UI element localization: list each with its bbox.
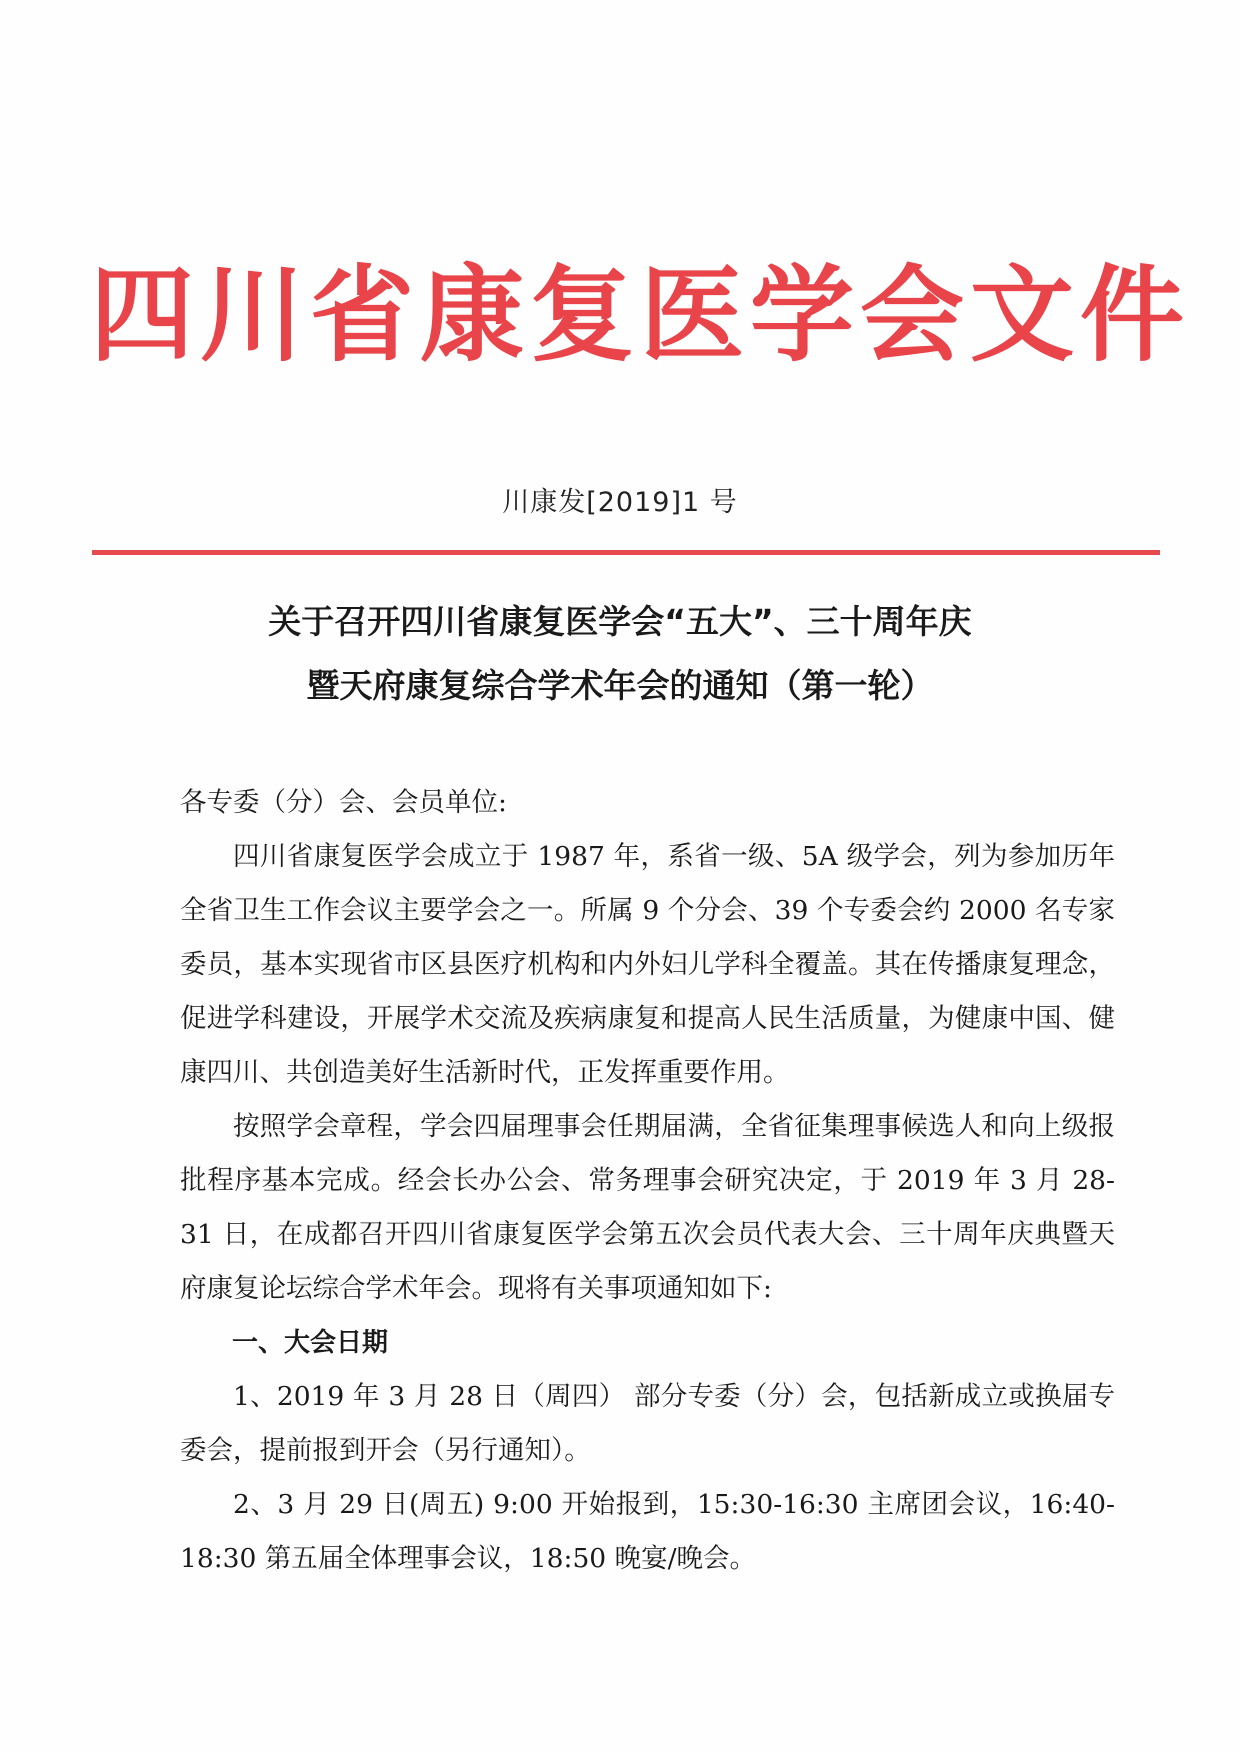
paragraph-intro: 四川省康复医学会成立于 1987 年，系省一级、5A 级学会，列为参加历年全省卫生工作会议主要学会之一。所属 9 个分会、39 个专委会约 2000 名专家委员，基本实现省市区县医疗机构和内外妇儿学科全覆盖。其在传播康复理念，促进学科建设，开展学术交流及疾病康复和提高人民生活质量，为健康中国、健康四川、共创造美好生活新时代，正发挥重要作用。 [180,841,1115,1088]
section-heading-meeting-dates: 一、大会日期 [232,1328,389,1358]
paragraph-meeting-decision: 按照学会章程，学会四届理事会任期届满，全省征集理事候选人和向上级报批程序基本完成。经会长办公会、常务理事会研究决定，于 2019 年 3 月 28-31 日，在成都召开四川省康复医学会第五次会员代表大会、三十周年庆典暨天府康复论坛综合学术年会。现将有关事项通知如下: [180,1111,1115,1304]
notice-title-line-2: 暨天府康复综合学术年会的通知（第一轮） [306,666,934,705]
masthead-title: 四川省康复医学会文件 [90,254,1191,376]
salutation: 各专委（分）会、会员单位: [180,787,507,818]
list-item-date-1: 1、2019 年 3 月 28 日（周四） 部分专委（分）会，包括新成立或换届专委会，提前报到开会（另行通知）。 [180,1381,1115,1466]
notice-title-line-1: 关于召开四川省康复医学会“五大”、三十周年庆 [268,602,972,641]
notice-title [120,590,1120,718]
notice-body [180,776,1115,1586]
list-item-date-2: 2、3 月 29 日(周五) 9:00 开始报到，15:30-16:30 主席团会议，16:40-18:30 第五届全体理事会议，18:50 晚宴/晚会。 [180,1489,1115,1574]
document-number: 川康发[2019]1 号 [502,487,738,518]
red-divider-rule [92,550,1160,555]
